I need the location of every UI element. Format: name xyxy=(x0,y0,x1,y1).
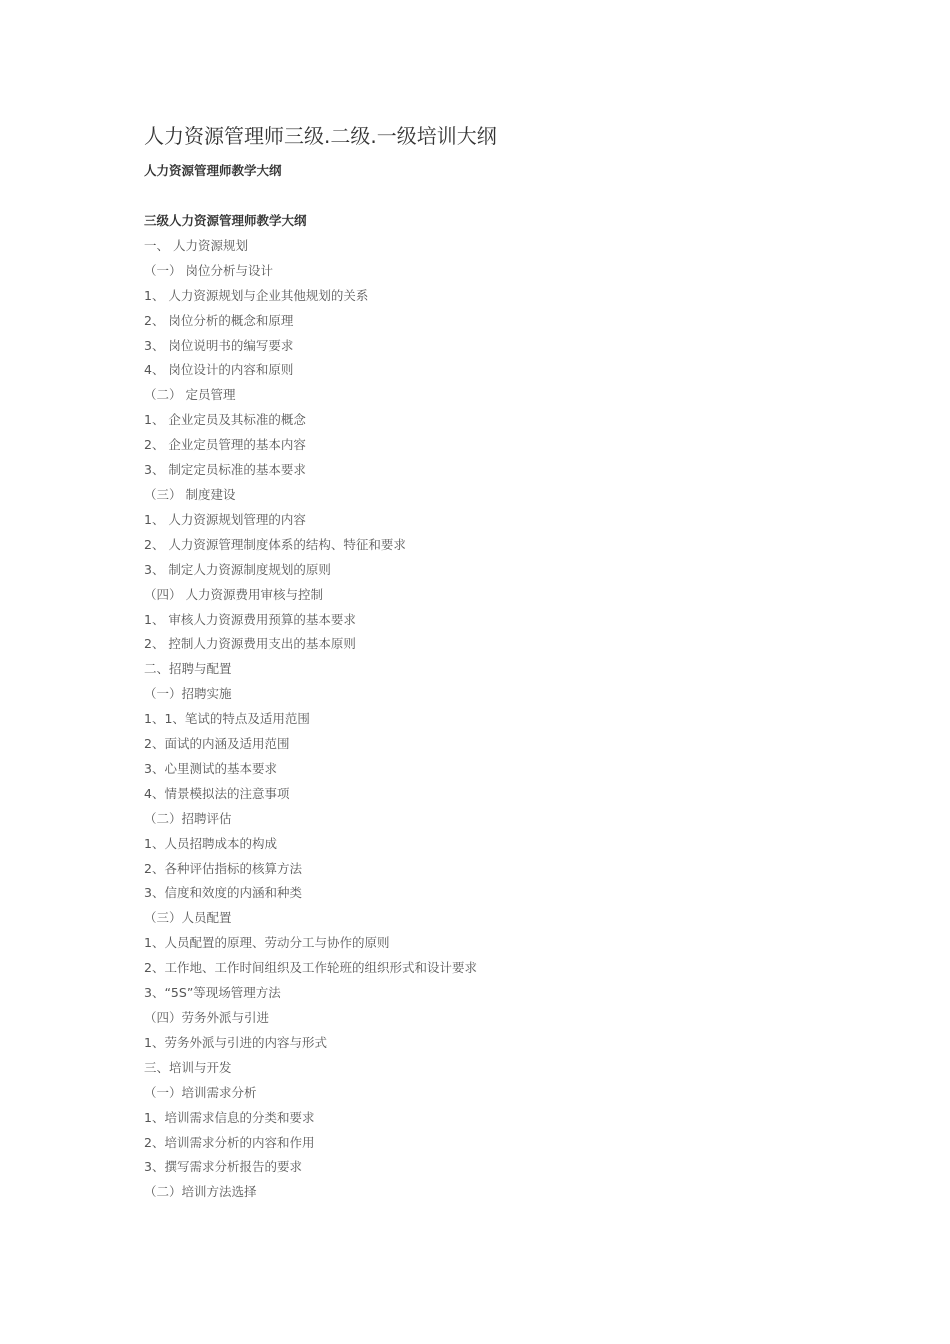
document-subtitle: 人力资源管理师教学大纲 xyxy=(144,163,282,178)
outline-item: 一、 人力资源规划 xyxy=(144,237,248,253)
outline-item: 3、 岗位说明书的编写要求 xyxy=(144,337,294,353)
outline-item: 3、心里测试的基本要求 xyxy=(144,760,277,776)
outline-item: 1、人员配置的原理、劳动分工与协作的原则 xyxy=(144,935,390,951)
outline-item: 1、 人力资源规划与企业其他规划的关系 xyxy=(144,287,369,303)
outline-item: 2、各种评估指标的核算方法 xyxy=(144,860,302,876)
outline-item: 4、 岗位设计的内容和原则 xyxy=(144,362,294,378)
outline-item: 三、培训与开发 xyxy=(144,1059,232,1075)
outline-item: 1、 人力资源规划管理的内容 xyxy=(144,511,306,527)
outline-item: 1、 企业定员及其标准的概念 xyxy=(144,412,306,428)
outline-item: （一） 岗位分析与设计 xyxy=(144,262,273,278)
outline-item: （三） 制度建设 xyxy=(144,486,236,502)
outline-item: 1、人员招聘成本的构成 xyxy=(144,835,277,851)
outline-item: 1、1、笔试的特点及适用范围 xyxy=(144,711,310,727)
outline-item: 3、 制定人力资源制度规划的原则 xyxy=(144,561,331,577)
document-title: 人力资源管理师三级.二级.一级培训大纲 xyxy=(144,124,497,148)
outline-item: 3、 制定定员标准的基本要求 xyxy=(144,462,306,478)
outline-item: （四） 人力资源费用审核与控制 xyxy=(144,586,323,602)
outline-item: （二）招聘评估 xyxy=(144,810,232,826)
outline-item: 2、培训需求分析的内容和作用 xyxy=(144,1134,315,1150)
outline-item: （二） 定员管理 xyxy=(144,387,236,403)
outline-item: 3、信度和效度的内涵和种类 xyxy=(144,885,302,901)
outline-item: 4、情景模拟法的注意事项 xyxy=(144,785,290,801)
outline-item: （一）招聘实施 xyxy=(144,686,232,702)
outline-item: （三）人员配置 xyxy=(144,910,232,926)
outline-list xyxy=(144,212,477,1208)
outline-item: （四）劳务外派与引进 xyxy=(144,1010,270,1025)
outline-item: 2、 人力资源管理制度体系的结构、特征和要求 xyxy=(144,536,406,552)
outline-item: 2、 控制人力资源费用支出的基本原则 xyxy=(144,636,356,652)
section-heading: 三级人力资源管理师教学大纲 xyxy=(144,213,307,228)
outline-item: 2、面试的内涵及适用范围 xyxy=(144,736,290,752)
outline-item: 1、劳务外派与引进的内容与形式 xyxy=(144,1034,327,1050)
outline-item: 1、 审核人力资源费用预算的基本要求 xyxy=(144,611,356,627)
outline-item: 1、培训需求信息的分类和要求 xyxy=(144,1109,315,1125)
outline-item: 二、招聘与配置 xyxy=(144,661,232,677)
outline-item: （一）培训需求分析 xyxy=(144,1084,257,1100)
outline-item: 3、撰写需求分析报告的要求 xyxy=(144,1159,302,1175)
outline-item: 3、“5S”等现场管理方法 xyxy=(144,985,281,1001)
outline-item: 2、 企业定员管理的基本内容 xyxy=(144,437,306,453)
outline-item: 2、工作地、工作时间组织及工作轮班的组织形式和设计要求 xyxy=(144,960,477,976)
outline-item: （二）培训方法选择 xyxy=(144,1184,257,1200)
outline-item: 2、 岗位分析的概念和原理 xyxy=(144,312,294,328)
